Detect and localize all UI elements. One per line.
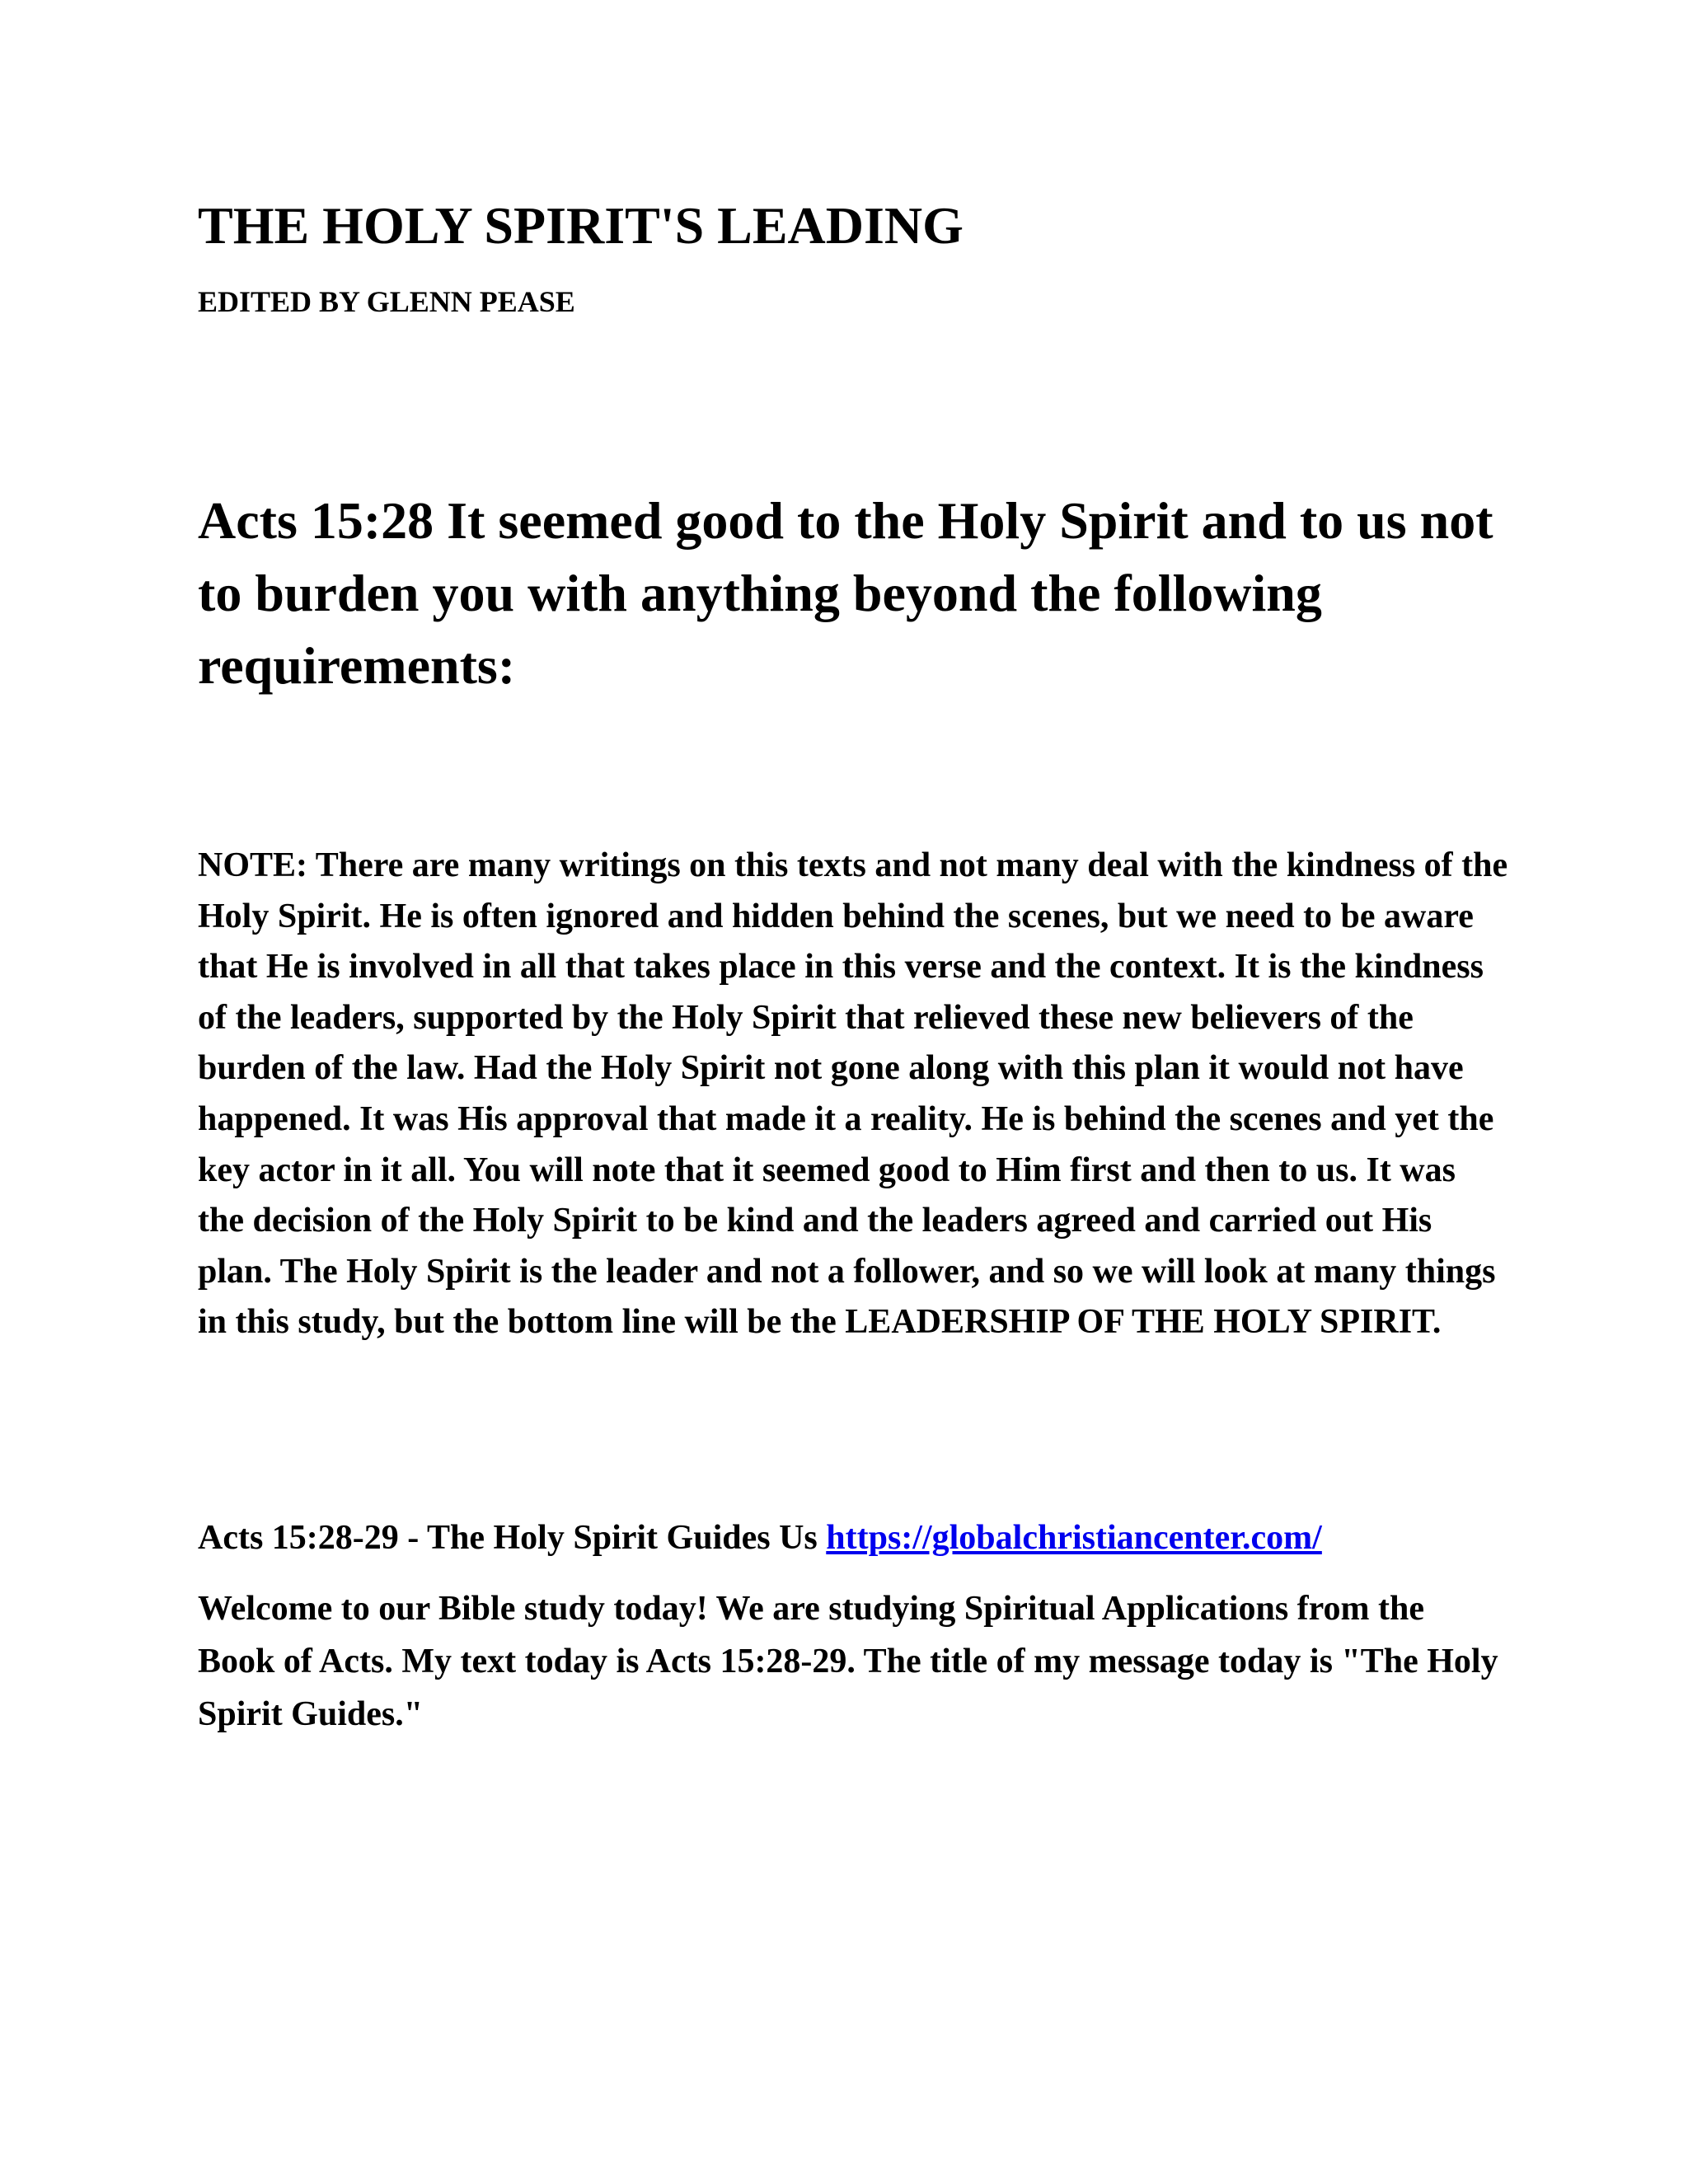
source-link[interactable]: https://globalchristiancenter.com/ [826, 1518, 1322, 1557]
intro-paragraph: Welcome to our Bible study today! We are studying Spiritual Applications from the Book of Acts. My text today is Acts 15:28-29. The title of my message today is "The Holy Spirit Guides." [198, 1589, 1498, 1733]
note-paragraph: NOTE: There are many writings on this texts and not many deal with the kindness of the Holy Spirit. He is often ignored and hidden behind the scenes, but we need to be aware that He is involved in all that takes place in this verse and the context. It is the kindness of the leaders, supported by the Holy Spirit that relieved these new believers of the burden of the law. Had the Holy Spirit not gone along with this plan it would not have happened. It was His approval that made it a reality. He is behind the scenes and yet the key actor in it all. You will note that it seemed good to Him first and then to us. It was the decision of the Holy Spirit to be kind and the leaders agreed and carried out His plan. The Holy Spirit is the leader and not a follower, and so we will look at many things in this study, but the bottom line will be the LEADERSHIP OF THE HOLY SPIRIT. [198, 846, 1508, 1342]
scripture-verse: Acts 15:28 It seemed good to the Holy Spirit and to us not to burden you with anything beyond the following requirements: [198, 491, 1493, 695]
document-editor: EDITED BY GLENN PEASE [198, 285, 575, 318]
document-content [198, 193, 1508, 1741]
source-line [198, 1515, 1508, 1561]
document-title: THE HOLY SPIRIT'S LEADING [198, 196, 964, 255]
source-label: Acts 15:28-29 - The Holy Spirit Guides Us [198, 1518, 818, 1557]
